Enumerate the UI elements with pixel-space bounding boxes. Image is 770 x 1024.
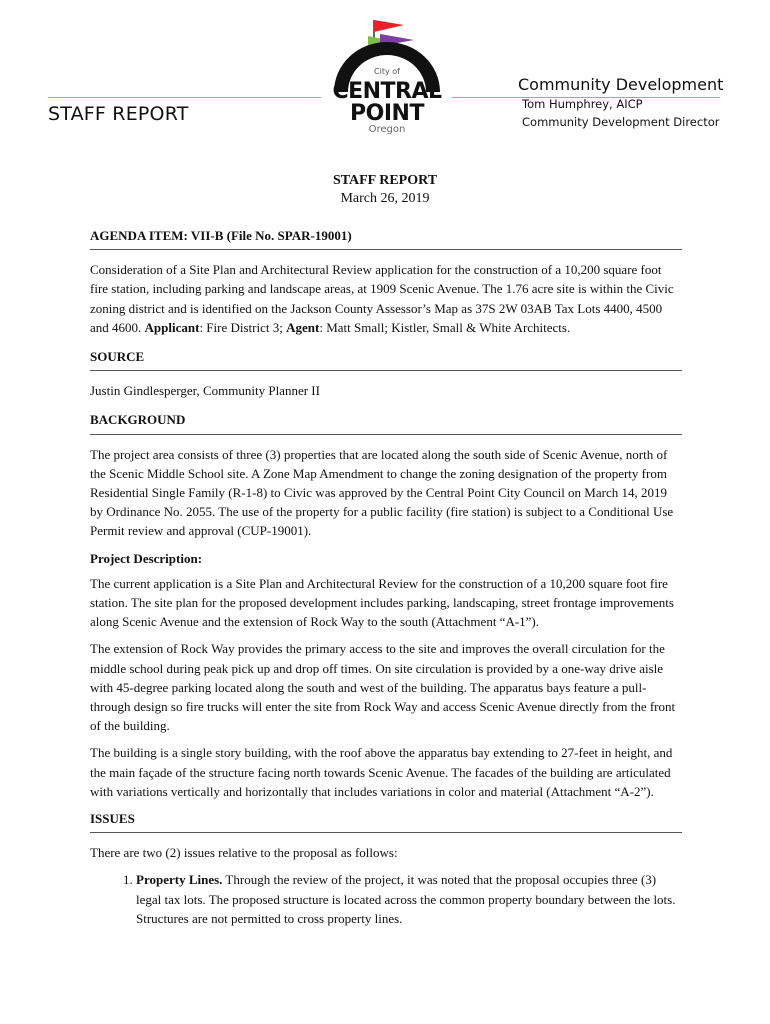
svg-text:City of: City of xyxy=(374,67,400,76)
background-heading: BACKGROUND xyxy=(90,410,682,434)
project-paragraph-2: The extension of Rock Way provides the primary access to the site and improves the overall circulation for the middle school during peak pick up and drop off times. On site circulation is provided by a one-way drive aisle with 45-degree parking located along the south and west of the building. The apparatus bays feature a pull-through design so fire trucks will enter the site from Rock Way and access Scenic Avenue directly from the front of the building. xyxy=(90,641,676,734)
source-heading: SOURCE xyxy=(90,347,682,371)
report-title-block xyxy=(0,172,770,208)
agenda-paragraph: Consideration of a Site Plan and Architectural Review application for the construction of a 10,200 square foot fire station, including parking and landscape areas, at 1909 Scenic Avenue. The 1.76 acre site is within the Civic zoning district and is identified on the Jackson County Assessor’s Map as 37S 2W 03AB Tax Lots 4400, 4500 and 4600. Applicant: Fire District 3; Agent: Matt Small; Kistler, Small & White Architects. xyxy=(90,262,674,335)
project-paragraph-3: The building is a single story building, with the roof above the apparatus bay extending to 27-feet in height, and the main façade of the structure facing north towards Scenic Avenue. The facades of the building are articulated with variations vertically and horizontally that includes variations in color and material (Attachment “A-2”). xyxy=(90,745,673,799)
header-department: Community Development xyxy=(518,75,724,94)
report-title: STAFF REPORT xyxy=(332,173,438,188)
header-director-name: Tom Humphrey, AICP xyxy=(522,97,643,111)
report-body xyxy=(90,226,682,928)
header-left-title: STAFF REPORT xyxy=(48,103,189,125)
project-paragraph-1: The current application is a Site Plan and Architectural Review for the construction of a 10,200 square foot fire station. The site plan for the proposed development includes parking, landscaping, street frontage improvements along Scenic Avenue and the extension of Rock Way to the south (Attachment “A-1”). xyxy=(90,575,674,630)
svg-text:CENTRAL: CENTRAL xyxy=(332,79,442,104)
svg-text:POINT: POINT xyxy=(350,101,424,126)
header-director-role: Community Development Director xyxy=(522,115,720,129)
agenda-heading: AGENDA ITEM: VII-B (File No. SPAR-19001) xyxy=(90,226,682,250)
project-description-heading: Project Description: xyxy=(90,550,203,566)
report-date: March 26, 2019 xyxy=(340,191,430,206)
issues-list xyxy=(90,870,682,928)
issues-intro: There are two (2) issues relative to the proposal as follows: xyxy=(90,845,398,861)
issue-item: 1. Property Lines. Through the review of the project, it was noted that the proposal occupies three (3) legal tax lots. The proposed structure is located across the common property boundary between the lots. Structures are not permitted to cross property lines. xyxy=(136,870,682,928)
header-rule-left xyxy=(48,97,321,98)
background-text: The project area consists of three (3) properties that are located along the south side of Scenic Avenue, north of the Scenic Middle School site. A Zone Map Amendment to change the zoning designation of the property from Residential Single Family (R-1-8) to Civic was approved by the Central Point City Council on March 14, 2019 by Ordinance No. 2055. The use of the property for a public facility (fire station) is subject to a Conditional Use Permit review and approval (CUP-19001). xyxy=(90,446,674,539)
source-text: Justin Gindlesperger, Community Planner II xyxy=(90,383,320,399)
central-point-logo xyxy=(322,16,452,138)
flag-red-icon xyxy=(374,20,404,32)
issues-heading: ISSUES xyxy=(90,809,682,833)
svg-text:Oregon: Oregon xyxy=(368,124,406,135)
